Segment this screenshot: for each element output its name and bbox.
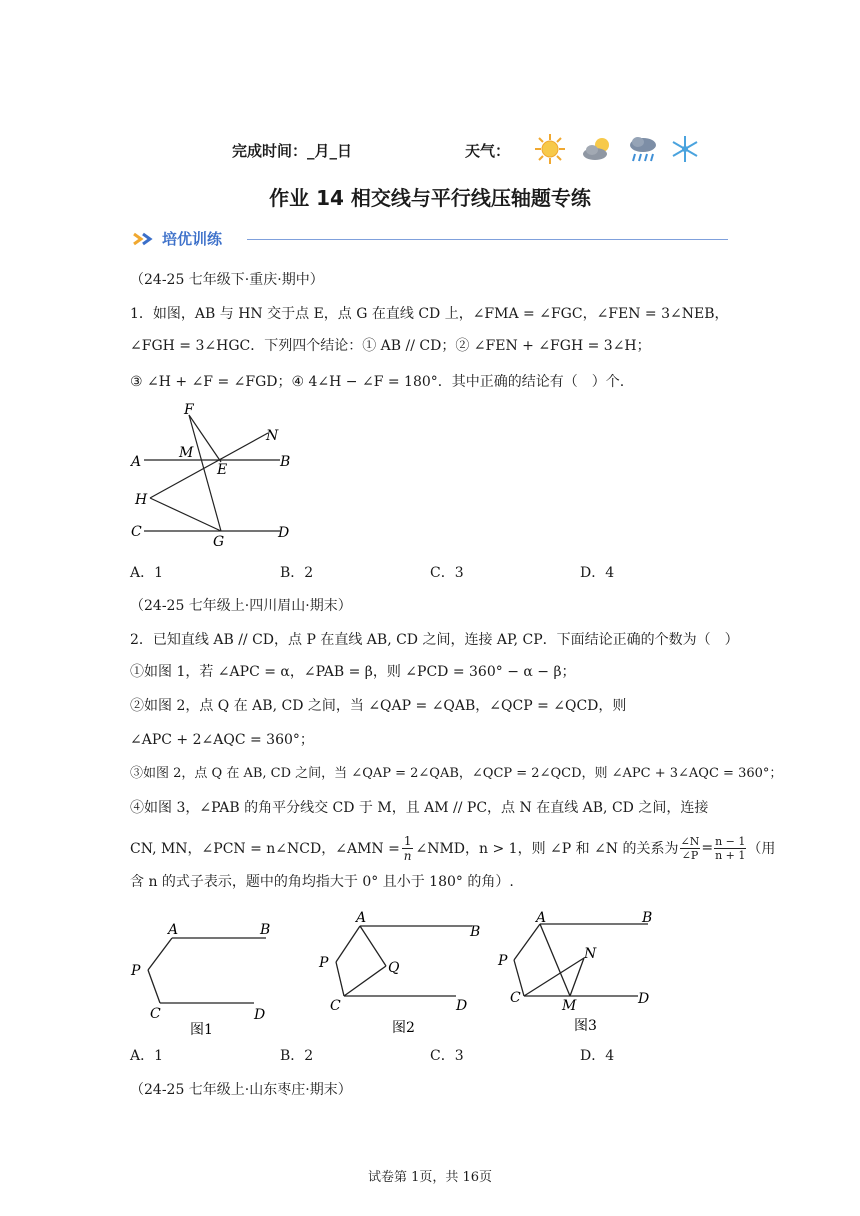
q1-line1: 1．如图，AB 与 HN 交于点 E，点 G 在直线 CD 上，∠FMA = ∠FGC，∠FEN = 3∠NEB，	[130, 306, 729, 322]
fig2-label-P: P	[319, 955, 329, 971]
fig2-caption: 图2	[392, 1020, 415, 1036]
q2-line2: ①如图 1，若 ∠APC = α，∠PAB = β，则 ∠PCD = 360° − α − β；	[130, 664, 576, 680]
label-A: A	[131, 454, 142, 470]
double-chevron-icon	[132, 232, 158, 246]
q2-option-d: D．4	[580, 1048, 615, 1064]
fraction-n-minus-1-over-n-plus-1: $\frac{n - 1}{n + 1}$	[715, 834, 746, 862]
fig3-label-C: C	[510, 990, 521, 1006]
q1-option-c: C．3	[430, 565, 464, 581]
fig2-label-D: D	[456, 998, 468, 1014]
q1-line3: ③ ∠H + ∠F = ∠FGD；④ 4∠H − ∠F = 180°．其中正确的结论有（ ）个.	[130, 374, 625, 390]
fig1-label-D: D	[254, 1007, 266, 1023]
section-header	[132, 228, 728, 250]
cloudy-sun-icon	[580, 134, 616, 164]
q2-line1: 2．已知直线 AB // CD，点 P 在直线 AB, CD 之间，连接 AP, CP．下面结论正确的个数为（ ）	[130, 632, 739, 648]
fig1-label-B: B	[260, 922, 271, 938]
fig1-label-P: P	[131, 963, 141, 979]
q1-option-a: A．1	[130, 565, 164, 581]
q1-line2: ∠FGH = 3∠HGC．下列四个结论：① AB // CD；② ∠FEN + ∠FGH = 3∠H；	[130, 338, 651, 354]
fig3-caption: 图3	[574, 1018, 597, 1034]
q1-source: （24-25 七年级下·重庆·期中）	[130, 272, 324, 288]
q3-source: （24-25 七年级上·山东枣庄·期末）	[130, 1082, 352, 1098]
q2-line7-a: CN, MN，∠PCN = n∠NCD，∠AMN =	[130, 841, 400, 857]
fig1-caption: 图1	[190, 1022, 213, 1038]
q2-figure-3	[496, 906, 666, 1038]
q2-option-c: C．3	[430, 1048, 464, 1064]
label-B: B	[280, 454, 291, 470]
q2-line6: ④如图 3，∠PAB 的角平分线交 CD 于 M，且 AM // PC，点 N 在直线 AB, CD 之间，连接	[130, 800, 709, 816]
q1-figure	[128, 400, 308, 550]
fraction-n-over-p: $\frac{\angle N}{\angle P}$	[680, 834, 700, 862]
q1-option-d: D．4	[580, 565, 615, 581]
line-fe	[189, 415, 221, 462]
section-label: 培优训练	[162, 230, 223, 248]
fig1-label-C: C	[150, 1006, 161, 1022]
q2-figure-2	[314, 906, 481, 1038]
line-hg	[150, 498, 221, 531]
fig3-label-M: M	[562, 998, 577, 1014]
fig3-label-N: N	[584, 946, 597, 962]
rain-icon	[626, 134, 660, 166]
fig3-label-A: A	[536, 910, 547, 926]
label-F: F	[184, 402, 194, 418]
q1-option-b: B．2	[280, 565, 314, 581]
label-H: H	[135, 492, 148, 508]
label-G: G	[213, 534, 225, 550]
snow-icon	[670, 134, 700, 164]
fig2-label-Q: Q	[388, 960, 400, 976]
section-divider	[247, 239, 728, 240]
q2-figure-1	[126, 914, 276, 1040]
q2-line4: ∠APC + 2∠AQC = 360°；	[130, 732, 314, 748]
sun-icon	[532, 132, 568, 166]
label-E: E	[217, 462, 228, 478]
q2-option-a: A．1	[130, 1048, 164, 1064]
page-title: 作业 14 相交线与平行线压轴题专练	[269, 186, 591, 210]
q2-line5: ③如图 2，点 Q 在 AB, CD 之间，当 ∠QAP = 2∠QAB，∠QCP = 2∠QCD，则 ∠APC + 3∠AQC = 360°；	[130, 766, 783, 781]
page-footer: 试卷第 1页，共 16页	[367, 1170, 493, 1185]
fig2-label-A: A	[356, 910, 367, 926]
weather-label: 天气：	[465, 142, 511, 160]
q2-line7-c: （用	[747, 841, 776, 857]
q2-line7	[130, 828, 775, 868]
fig1-label-A: A	[168, 922, 179, 938]
label-C: C	[131, 524, 142, 540]
fig3-label-D: D	[638, 991, 650, 1007]
fig3-label-B: B	[642, 910, 653, 926]
fraction-1-over-n: $\frac{1}{n}$	[403, 833, 412, 863]
fig2-label-C: C	[330, 998, 341, 1014]
label-D: D	[278, 525, 290, 541]
label-N: N	[266, 428, 279, 444]
q2-line7-b: ∠NMD，n > 1，则 ∠P 和 ∠N 的关系为	[415, 841, 679, 857]
completion-time-label: 完成时间：_月_日	[232, 142, 353, 160]
q2-line8: 含 n 的式子表示，题中的角均指大于 0° 且小于 180° 的角）.	[130, 874, 514, 890]
equals-sign: =	[701, 840, 714, 856]
fig2-label-B: B	[470, 924, 481, 940]
fig3-label-P: P	[498, 953, 508, 969]
q2-option-b: B．2	[280, 1048, 314, 1064]
q2-source: （24-25 七年级上·四川眉山·期末）	[130, 598, 352, 614]
label-M: M	[179, 445, 194, 461]
q2-line3: ②如图 2，点 Q 在 AB, CD 之间，当 ∠QAP = ∠QAB，∠QCP = ∠QCD，则	[130, 698, 627, 714]
